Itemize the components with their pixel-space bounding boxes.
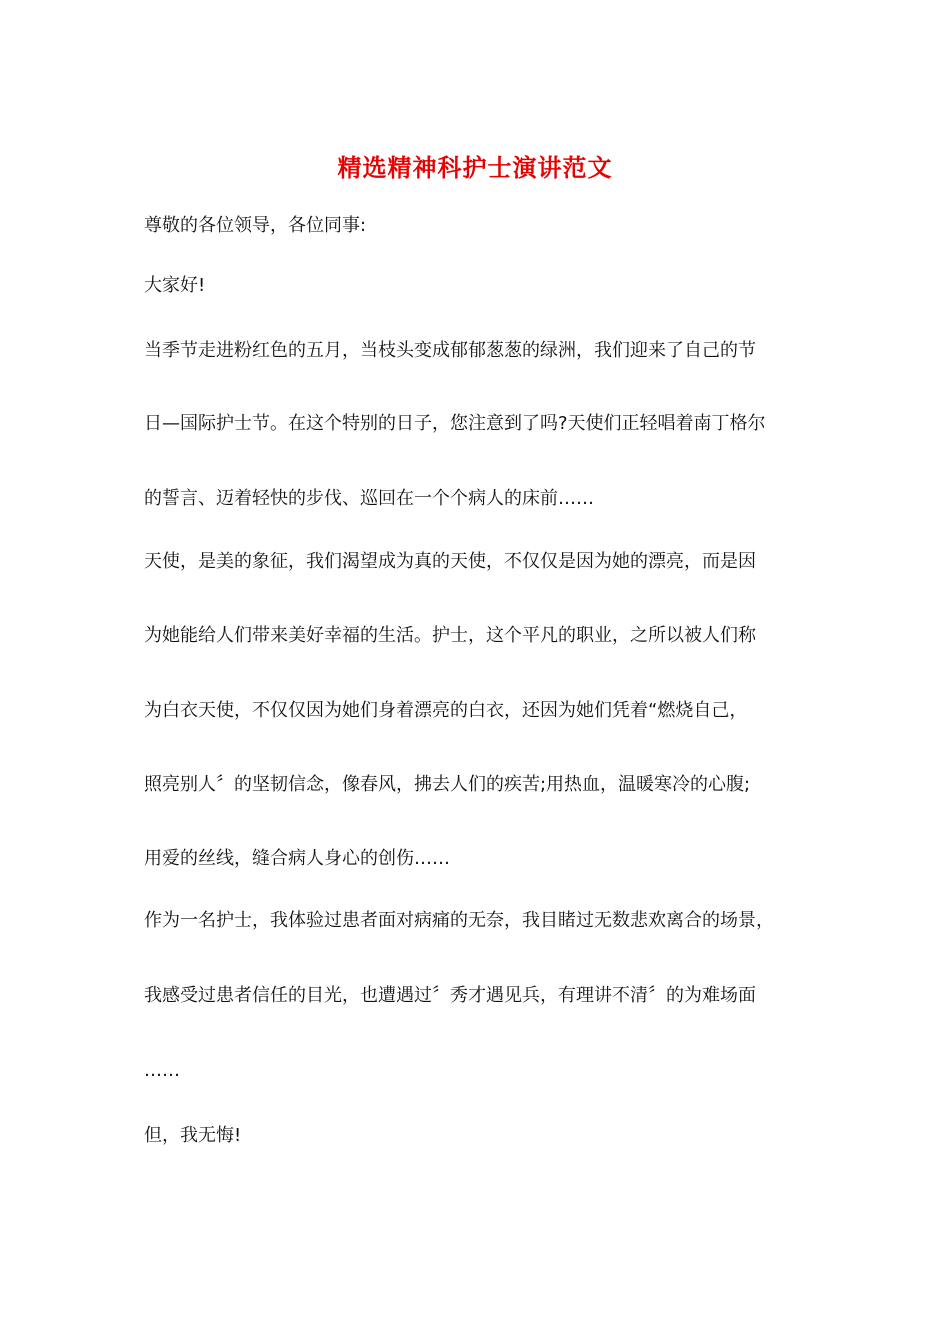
paragraph-line: 天使，是美的象征，我们渴望成为真的天使，不仅仅是因为她的漂亮，而是因 (144, 551, 756, 572)
paragraph-line: 用爱的丝线，缝合病人身心的创伤…… (144, 848, 450, 869)
paragraph-line: 当季节走进粉红色的五月，当枝头变成郁郁葱葱的绿洲，我们迎来了自己的节 (144, 340, 756, 361)
paragraph-line: …… (144, 1060, 180, 1081)
paragraph-line: 我感受过患者信任的目光，也遭遇过〞秀才遇见兵，有理讲不清〞的为难场面 (144, 985, 756, 1006)
paragraph-line: 为白衣天使，不仅仅因为她们身着漂亮的白衣，还因为她们凭着“燃烧自己， (144, 700, 748, 721)
paragraph-line: 的誓言、迈着轻快的步伐、巡回在一个个病人的床前…… (144, 488, 594, 509)
paragraph-line: 但，我无悔! (144, 1125, 242, 1146)
paragraph-line: 作为一名护士，我体验过患者面对病痛的无奈，我目睹过无数悲欢离合的场景， (144, 910, 774, 931)
salutation: 尊敬的各位领导，各位同事: (144, 215, 367, 236)
greeting: 大家好! (144, 275, 206, 296)
document-title: 精选精神科护士演讲范文 (337, 153, 613, 182)
paragraph-line: 照亮别人〞的坚韧信念，像春风，拂去人们的疾苦;用热血，温暖寒冷的心腹; (144, 774, 751, 795)
paragraph-line: 为她能给人们带来美好幸福的生活。护士，这个平凡的职业，之所以被人们称 (144, 625, 756, 646)
paragraph-line: 日—国际护士节。在这个特别的日子，您注意到了吗?天使们正轻唱着南丁格尔 (144, 413, 766, 434)
